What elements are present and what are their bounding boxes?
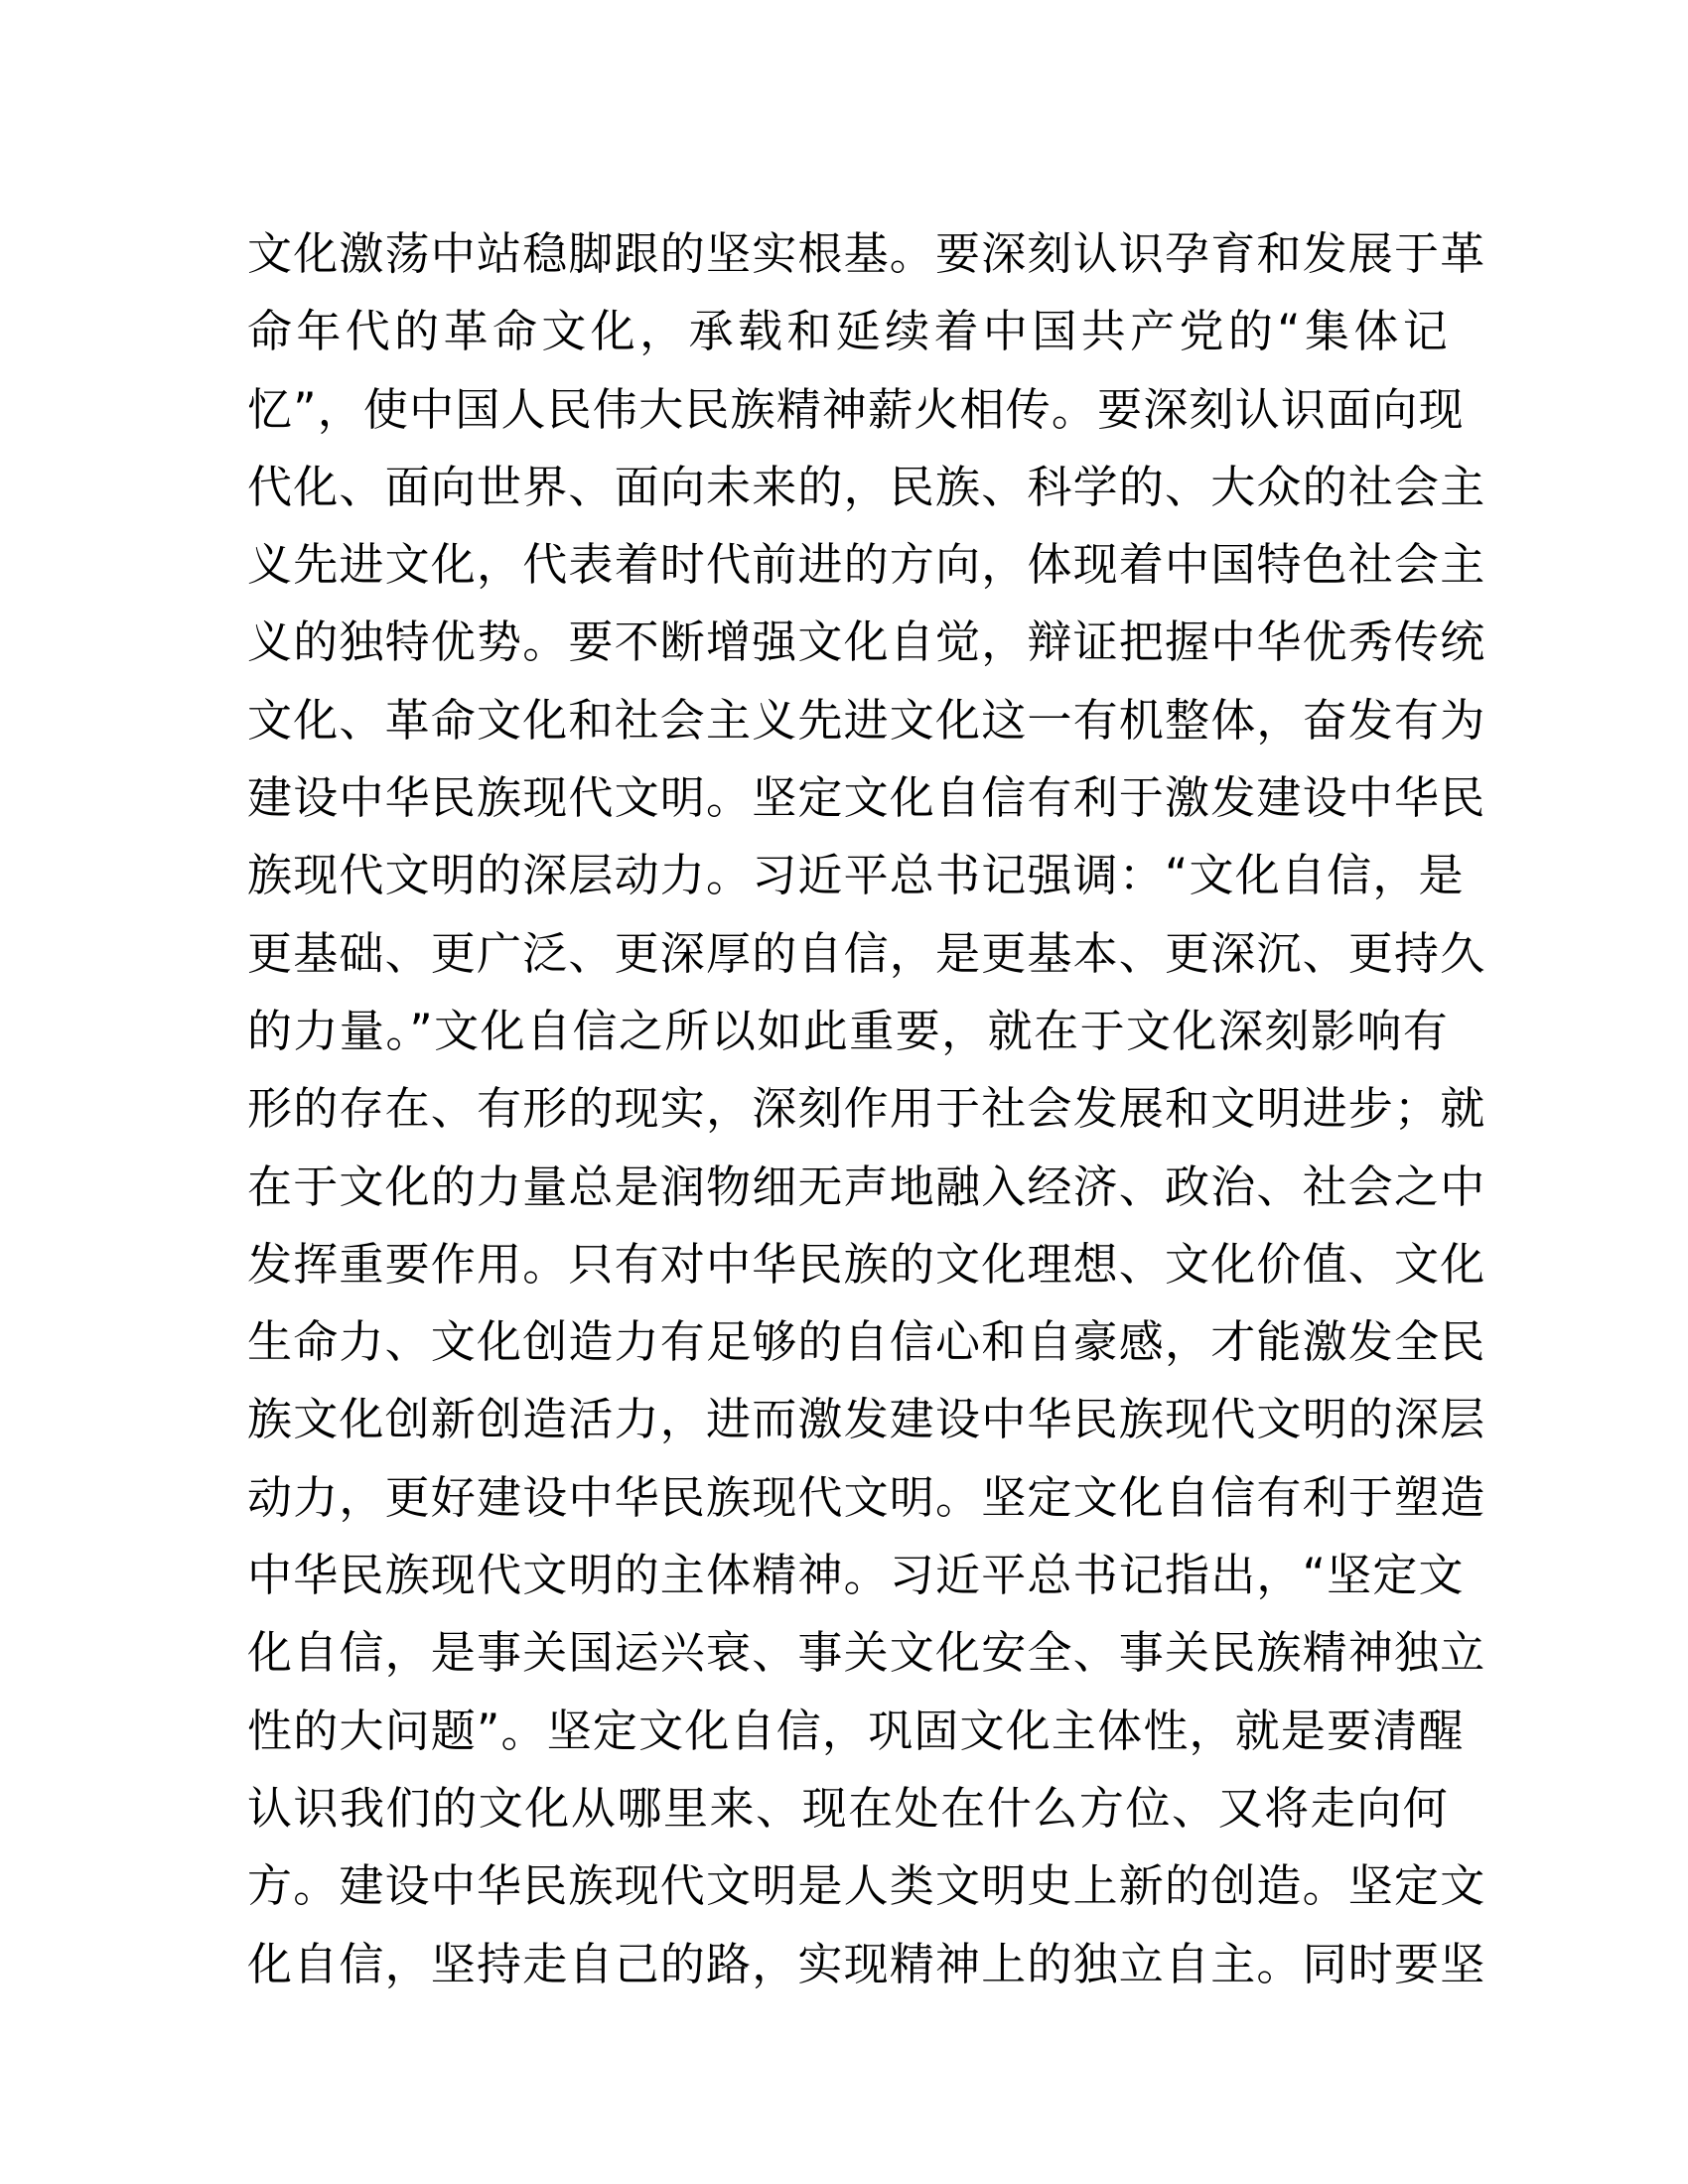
text-line: 义先进文化，代表着时代前进的方向，体现着中国特色社会主 <box>247 538 1486 592</box>
body-text <box>247 215 1486 2003</box>
text-line: 文化激荡中站稳脚跟的坚实根基。要深刻认识孕育和发展于革 <box>247 227 1486 280</box>
text-line: 化自信，坚持走自己的路，实现精神上的独立自主。同时要坚 <box>247 1937 1486 1990</box>
text-line: 建设中华民族现代文明。坚定文化自信有利于激发建设中华民 <box>247 771 1486 825</box>
text-line: 族文化创新创造活力，进而激发建设中华民族现代文明的深层 <box>247 1393 1486 1446</box>
text-line: 义的独特优势。要不断增强文化自觉，辩证把握中华优秀传统 <box>247 615 1486 669</box>
text-line: 中华民族现代文明的主体精神。习近平总书记指出，“坚定文 <box>247 1549 1465 1602</box>
text-line: 性的大问题”。坚定文化自信，巩固文化主体性，就是要清醒 <box>247 1704 1465 1757</box>
text-line: 的力量。”文化自信之所以如此重要，就在于文化深刻影响有 <box>247 1004 1449 1057</box>
text-line: 认识我们的文化从哪里来、现在处在什么方位、又将走向何 <box>247 1781 1449 1835</box>
text-line: 发挥重要作用。只有对中华民族的文化理想、文化价值、文化 <box>247 1237 1486 1291</box>
text-line: 代化、面向世界、面向未来的，民族、科学的、大众的社会主 <box>247 460 1486 513</box>
text-line: 化自信，是事关国运兴衰、事关文化安全、事关民族精神独立 <box>247 1626 1486 1680</box>
text-line: 动力，更好建设中华民族现代文明。坚定文化自信有利于塑造 <box>247 1470 1486 1524</box>
text-line: 族现代文明的深层动力。习近平总书记强调：“文化自信，是 <box>247 849 1465 902</box>
text-line: 文化、革命文化和社会主义先进文化这一有机整体，奋发有为 <box>247 693 1486 747</box>
text-line: 忆”，使中国人民伟大民族精神薪火相传。要深刻认识面向现 <box>247 382 1465 436</box>
text-line: 更基础、更广泛、更深厚的自信，是更基本、更深沉、更持久 <box>247 926 1486 980</box>
text-line: 生命力、文化创造力有足够的自信心和自豪感，才能激发全民 <box>247 1315 1486 1369</box>
text-line: 形的存在、有形的现实，深刻作用于社会发展和文明进步；就 <box>247 1082 1486 1136</box>
text-line: 命年代的革命文化，承载和延续着中国共产党的“集体记 <box>247 305 1449 358</box>
text-line: 在于文化的力量总是润物细无声地融入经济、政治、社会之中 <box>247 1160 1486 1213</box>
text-line: 方。建设中华民族现代文明是人类文明史上新的创造。坚定文 <box>247 1859 1486 1913</box>
